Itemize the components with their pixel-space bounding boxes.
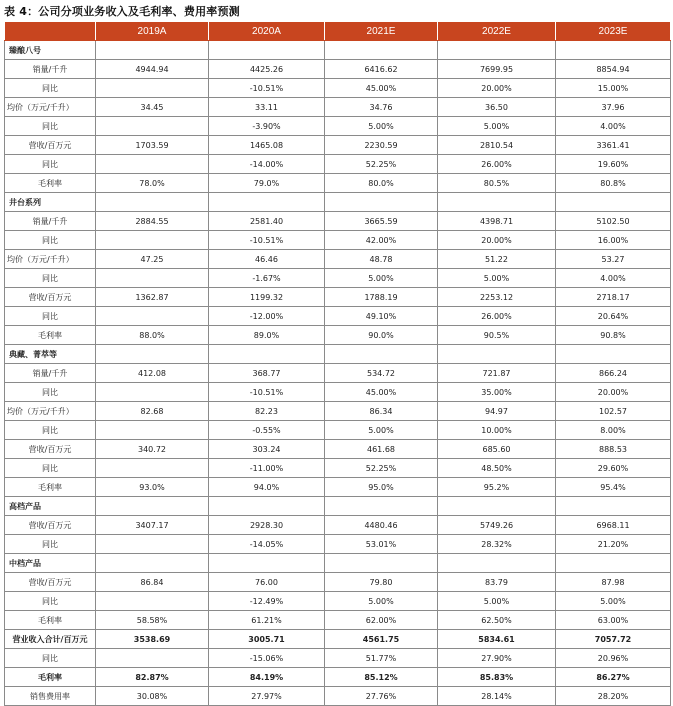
table-cell: [96, 155, 209, 174]
row-label: 同比: [5, 307, 96, 326]
table-cell: 4.00%: [556, 117, 671, 136]
table-cell: 3361.41: [556, 136, 671, 155]
row-label: 井台系列: [5, 193, 96, 212]
row-label: 营收/百万元: [5, 516, 96, 535]
table-cell: 5.00%: [556, 592, 671, 611]
section-row: [5, 193, 671, 212]
table-cell: -10.51%: [209, 383, 325, 402]
row-label: 同比: [5, 649, 96, 668]
table-cell: 5749.26: [438, 516, 556, 535]
table-cell: 94.0%: [209, 478, 325, 497]
table-cell: [325, 554, 438, 573]
table-cell: 34.45: [96, 98, 209, 117]
table-cell: 53.27: [556, 250, 671, 269]
table-cell: [96, 592, 209, 611]
table-cell: 42.00%: [325, 231, 438, 250]
table-cell: [556, 497, 671, 516]
table-cell: 37.96: [556, 98, 671, 117]
table-cell: 28.32%: [438, 535, 556, 554]
table-row: [5, 117, 671, 136]
column-header: 2022E: [438, 22, 556, 41]
table-cell: 78.0%: [96, 174, 209, 193]
table-cell: -0.55%: [209, 421, 325, 440]
table-cell: 5.00%: [325, 269, 438, 288]
table-cell: [96, 345, 209, 364]
table-cell: 86.27%: [556, 668, 671, 687]
table-cell: 49.10%: [325, 307, 438, 326]
table-cell: -10.51%: [209, 79, 325, 98]
section-row: [5, 497, 671, 516]
table-row: [5, 649, 671, 668]
table-cell: 534.72: [325, 364, 438, 383]
table-cell: 2718.17: [556, 288, 671, 307]
table-cell: 86.84: [96, 573, 209, 592]
table-cell: [96, 231, 209, 250]
table-cell: 82.23: [209, 402, 325, 421]
table-row: [5, 364, 671, 383]
section-row: [5, 41, 671, 60]
row-label: 毛利率: [5, 478, 96, 497]
table-cell: 2253.12: [438, 288, 556, 307]
table-cell: [325, 497, 438, 516]
table-cell: 21.20%: [556, 535, 671, 554]
row-label: 营收/百万元: [5, 440, 96, 459]
table-row: [5, 421, 671, 440]
table-cell: 76.00: [209, 573, 325, 592]
table-cell: -12.49%: [209, 592, 325, 611]
table-row: [5, 459, 671, 478]
table-cell: 3538.69: [96, 630, 209, 649]
table-cell: 5.00%: [438, 269, 556, 288]
table-cell: [96, 535, 209, 554]
table-cell: 83.79: [438, 573, 556, 592]
table-cell: -12.00%: [209, 307, 325, 326]
table-cell: 28.14%: [438, 687, 556, 706]
table-cell: 48.78: [325, 250, 438, 269]
table-cell: 685.60: [438, 440, 556, 459]
table-cell: [556, 193, 671, 212]
table-cell: [96, 41, 209, 60]
table-cell: 86.34: [325, 402, 438, 421]
table-cell: -10.51%: [209, 231, 325, 250]
column-header: 2023E: [556, 22, 671, 41]
table-cell: 94.97: [438, 402, 556, 421]
table-cell: [438, 193, 556, 212]
table-cell: 8.00%: [556, 421, 671, 440]
table-cell: [209, 193, 325, 212]
table-row: [5, 98, 671, 117]
table-cell: [325, 345, 438, 364]
table-cell: 84.19%: [209, 668, 325, 687]
table-cell: 3407.17: [96, 516, 209, 535]
table-row: [5, 516, 671, 535]
table-header-row: [5, 22, 671, 41]
row-label: 营收/百万元: [5, 136, 96, 155]
table-row: [5, 174, 671, 193]
table-cell: 28.20%: [556, 687, 671, 706]
table-cell: 1362.87: [96, 288, 209, 307]
table-cell: [209, 497, 325, 516]
table-cell: 5834.61: [438, 630, 556, 649]
table-row: [5, 630, 671, 649]
table-cell: 4944.94: [96, 60, 209, 79]
table-cell: -1.67%: [209, 269, 325, 288]
row-label: 典藏、菁萃等: [5, 345, 96, 364]
table-cell: 46.46: [209, 250, 325, 269]
row-label: 毛利率: [5, 611, 96, 630]
table-cell: 33.11: [209, 98, 325, 117]
table-cell: 80.8%: [556, 174, 671, 193]
table-row: [5, 288, 671, 307]
table-cell: 36.50: [438, 98, 556, 117]
row-label: 高档产品: [5, 497, 96, 516]
table-cell: 303.24: [209, 440, 325, 459]
table-row: [5, 155, 671, 174]
table-row: [5, 231, 671, 250]
table-cell: 7699.95: [438, 60, 556, 79]
table-cell: 2230.59: [325, 136, 438, 155]
table-cell: 27.97%: [209, 687, 325, 706]
row-label: 营业收入合计/百万元: [5, 630, 96, 649]
table-cell: 62.00%: [325, 611, 438, 630]
table-title: 表 4：公司分项业务收入及毛利率、费用率预测: [4, 5, 240, 18]
row-label: 毛利率: [5, 174, 96, 193]
table-cell: 2581.40: [209, 212, 325, 231]
table-cell: 461.68: [325, 440, 438, 459]
row-label: 同比: [5, 155, 96, 174]
table-cell: [209, 345, 325, 364]
table-cell: 5.00%: [438, 592, 556, 611]
table-cell: 4561.75: [325, 630, 438, 649]
table-row: [5, 269, 671, 288]
table-cell: 45.00%: [325, 79, 438, 98]
table-cell: 34.76: [325, 98, 438, 117]
row-label: 销量/千升: [5, 212, 96, 231]
table-cell: 5102.50: [556, 212, 671, 231]
table-cell: 5.00%: [325, 592, 438, 611]
table-cell: -14.00%: [209, 155, 325, 174]
table-cell: 2810.54: [438, 136, 556, 155]
table-row: [5, 60, 671, 79]
row-label: 均价（万元/千升）: [5, 98, 96, 117]
section-row: [5, 345, 671, 364]
table-cell: 1199.32: [209, 288, 325, 307]
table-cell: [556, 345, 671, 364]
table-cell: [96, 554, 209, 573]
table-row: [5, 307, 671, 326]
row-label: 均价（万元/千升）: [5, 250, 96, 269]
table-row: [5, 326, 671, 345]
table-cell: 3005.71: [209, 630, 325, 649]
table-cell: 85.83%: [438, 668, 556, 687]
table-cell: 4480.46: [325, 516, 438, 535]
table-cell: 3665.59: [325, 212, 438, 231]
table-cell: [438, 41, 556, 60]
table-cell: 4.00%: [556, 269, 671, 288]
table-cell: 8854.94: [556, 60, 671, 79]
table-cell: [96, 459, 209, 478]
table-cell: 4425.26: [209, 60, 325, 79]
forecast-table: [4, 22, 671, 706]
row-label: 同比: [5, 231, 96, 250]
table-cell: -3.90%: [209, 117, 325, 136]
row-label: 毛利率: [5, 668, 96, 687]
column-header: 2019A: [96, 22, 209, 41]
row-label: 营收/百万元: [5, 573, 96, 592]
table-row: [5, 478, 671, 497]
table-cell: 95.2%: [438, 478, 556, 497]
table-cell: 95.4%: [556, 478, 671, 497]
table-cell: 27.76%: [325, 687, 438, 706]
row-label: 同比: [5, 459, 96, 478]
table-cell: [556, 41, 671, 60]
table-cell: 20.64%: [556, 307, 671, 326]
column-header: 2021E: [325, 22, 438, 41]
table-row: [5, 573, 671, 592]
table-cell: 90.0%: [325, 326, 438, 345]
table-cell: 5.00%: [325, 421, 438, 440]
table-cell: 35.00%: [438, 383, 556, 402]
table-cell: 95.0%: [325, 478, 438, 497]
column-header: [5, 22, 96, 41]
table-cell: 340.72: [96, 440, 209, 459]
table-cell: 412.08: [96, 364, 209, 383]
table-cell: 16.00%: [556, 231, 671, 250]
table-cell: 90.5%: [438, 326, 556, 345]
table-cell: [96, 383, 209, 402]
table-cell: [325, 193, 438, 212]
table-cell: 20.96%: [556, 649, 671, 668]
row-label: 均价（万元/千升）: [5, 402, 96, 421]
table-cell: [96, 421, 209, 440]
row-label: 臻酿八号: [5, 41, 96, 60]
table-cell: 48.50%: [438, 459, 556, 478]
table-cell: 19.60%: [556, 155, 671, 174]
table-cell: 30.08%: [96, 687, 209, 706]
table-cell: 6968.11: [556, 516, 671, 535]
table-cell: 20.00%: [556, 383, 671, 402]
table-cell: 102.57: [556, 402, 671, 421]
table-row: [5, 383, 671, 402]
table-cell: [96, 79, 209, 98]
table-cell: [438, 497, 556, 516]
row-label: 销量/千升: [5, 60, 96, 79]
table-cell: [96, 649, 209, 668]
table-cell: [556, 554, 671, 573]
table-cell: 1788.19: [325, 288, 438, 307]
table-cell: 47.25: [96, 250, 209, 269]
table-row: [5, 592, 671, 611]
table-cell: 85.12%: [325, 668, 438, 687]
row-label: 同比: [5, 383, 96, 402]
table-cell: -11.00%: [209, 459, 325, 478]
table-cell: 10.00%: [438, 421, 556, 440]
table-cell: 26.00%: [438, 155, 556, 174]
table-cell: 368.77: [209, 364, 325, 383]
table-cell: 866.24: [556, 364, 671, 383]
table-cell: 20.00%: [438, 79, 556, 98]
table-cell: 29.60%: [556, 459, 671, 478]
table-cell: 721.87: [438, 364, 556, 383]
table-cell: 58.58%: [96, 611, 209, 630]
table-cell: 88.0%: [96, 326, 209, 345]
table-cell: 2884.55: [96, 212, 209, 231]
table-cell: 7057.72: [556, 630, 671, 649]
row-label: 毛利率: [5, 326, 96, 345]
table-cell: 79.0%: [209, 174, 325, 193]
table-cell: 52.25%: [325, 155, 438, 174]
table-cell: 6416.62: [325, 60, 438, 79]
table-cell: [209, 41, 325, 60]
table-cell: [438, 345, 556, 364]
table-cell: 82.68: [96, 402, 209, 421]
table-cell: -15.06%: [209, 649, 325, 668]
table-row: [5, 136, 671, 155]
row-label: 销售费用率: [5, 687, 96, 706]
table-body: [5, 41, 671, 706]
table-cell: 4398.71: [438, 212, 556, 231]
table-cell: 27.90%: [438, 649, 556, 668]
table-cell: 62.50%: [438, 611, 556, 630]
table-cell: 52.25%: [325, 459, 438, 478]
table-cell: 45.00%: [325, 383, 438, 402]
table-cell: 888.53: [556, 440, 671, 459]
row-label: 销量/千升: [5, 364, 96, 383]
section-row: [5, 554, 671, 573]
table-cell: 89.0%: [209, 326, 325, 345]
table-cell: [96, 269, 209, 288]
table-cell: 82.87%: [96, 668, 209, 687]
table-cell: [325, 41, 438, 60]
table-cell: 20.00%: [438, 231, 556, 250]
row-label: 同比: [5, 592, 96, 611]
table-cell: 87.98: [556, 573, 671, 592]
table-cell: 79.80: [325, 573, 438, 592]
table-row: [5, 212, 671, 231]
table-row: [5, 611, 671, 630]
table-cell: 80.0%: [325, 174, 438, 193]
table-cell: [96, 117, 209, 136]
table-cell: 63.00%: [556, 611, 671, 630]
table-cell: 1703.59: [96, 136, 209, 155]
table-cell: [209, 554, 325, 573]
table-cell: 61.21%: [209, 611, 325, 630]
table-row: [5, 402, 671, 421]
table-cell: 15.00%: [556, 79, 671, 98]
row-label: 营收/百万元: [5, 288, 96, 307]
table-cell: -14.05%: [209, 535, 325, 554]
row-label: 中档产品: [5, 554, 96, 573]
row-label: 同比: [5, 79, 96, 98]
row-label: 同比: [5, 535, 96, 554]
table-cell: 51.22: [438, 250, 556, 269]
column-header: 2020A: [209, 22, 325, 41]
table-row: [5, 79, 671, 98]
table-cell: 53.01%: [325, 535, 438, 554]
row-label: 同比: [5, 421, 96, 440]
table-cell: 51.77%: [325, 649, 438, 668]
table-row: [5, 250, 671, 269]
table-cell: 5.00%: [438, 117, 556, 136]
table-cell: [438, 554, 556, 573]
table-cell: 93.0%: [96, 478, 209, 497]
row-label: 同比: [5, 117, 96, 136]
table-row: [5, 535, 671, 554]
table-cell: 1465.08: [209, 136, 325, 155]
table-cell: 80.5%: [438, 174, 556, 193]
row-label: 同比: [5, 269, 96, 288]
table-cell: 5.00%: [325, 117, 438, 136]
table-cell: 90.8%: [556, 326, 671, 345]
table-cell: 2928.30: [209, 516, 325, 535]
table-cell: [96, 193, 209, 212]
table-cell: [96, 307, 209, 326]
table-cell: [96, 497, 209, 516]
table-row: [5, 440, 671, 459]
table-row: [5, 687, 671, 706]
table-cell: 26.00%: [438, 307, 556, 326]
